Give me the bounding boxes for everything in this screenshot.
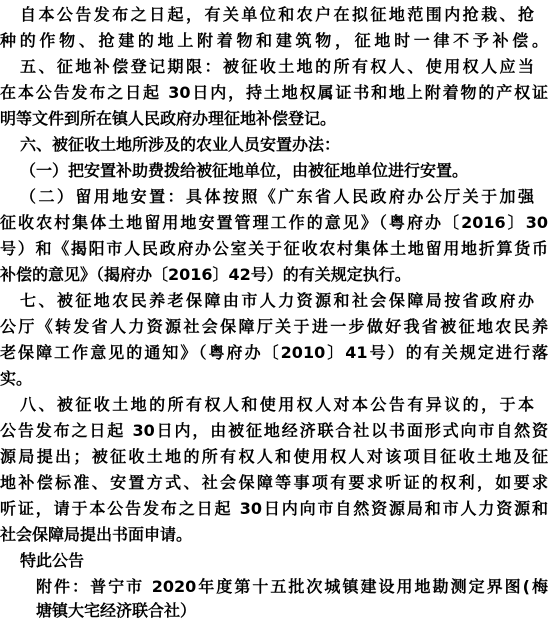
section-six-heading-line: 六、被征收土地所涉及的农业人员安置办法： xyxy=(20,135,341,154)
section-eight-heading-line: 八、被征收土地的所有权人和使用权人对本公告有异议的，于本 xyxy=(20,395,534,414)
paragraph-line: 实。 xyxy=(0,369,33,388)
paragraph-line: 明等文件到所在镇人民政府办理征地补偿登记。 xyxy=(0,109,337,128)
paragraph-line: （一）把安置补助费拨给被征地单位，由被征地单位进行安置。 xyxy=(20,161,469,180)
closing-text: 特此公告 xyxy=(20,551,85,570)
paragraph-line: 补偿的意见》（揭府办〔2016〕42号）的有关规定执行。 xyxy=(0,265,411,284)
paragraph-line: 号）和《揭阳市人民政府办公室关于征收农村集体土地留用地折算货币 xyxy=(0,239,548,258)
paragraph-line: 源局提出；被征收土地的所有权人和使用权人对该项目征收土地及征 xyxy=(0,447,548,466)
paragraph-line: 社会保障局提出书面申请。 xyxy=(0,525,193,544)
paragraph-line: 自本公告发布之日起，有关单位和农户在拟征地范围内抢栽、抢 xyxy=(20,5,534,24)
paragraph-line: 公厅《转发省人力资源社会保障厅关于进一步做好我省被征地农民养 xyxy=(0,317,548,336)
paragraph-line: 征收农村集体土地留用地安置管理工作的意见》（粤府办〔2016〕30 xyxy=(0,213,548,232)
paragraph-line: 老保障工作意见的通知》（粤府办〔2010〕41号）的有关规定进行落 xyxy=(0,343,548,362)
paragraph-line: （二）留用地安置：具体按照《广东省人民政府办公厅关于加强 xyxy=(20,187,534,206)
paragraph-line: 地补偿标准、安置方式、社会保障等事项有要求听证的权利，如要求 xyxy=(0,473,548,492)
paragraph-line: 听证，请于本公告发布之日起 30日内向市自然资源局和市人力资源和 xyxy=(0,499,548,518)
attachment-line: 附件：普宁市 2020年度第十五批次城镇建设用地勘测定界图(梅 xyxy=(36,577,548,596)
paragraph-line: 公告发布之日起 30日内，由被征地经济联合社以书面形式向市自然资 xyxy=(0,421,548,440)
attachment-line: 塘镇大宅经济联合社） xyxy=(36,601,197,620)
section-seven-heading-line: 七、被征地农民养老保障由市人力资源和社会保障局按省政府办 xyxy=(20,291,534,310)
paragraph-line: 种的作物、抢建的地上附着物和建筑物，征地时一律不予补偿。 xyxy=(0,31,548,50)
section-five-heading-line: 五、征地补偿登记期限：被征收土地的所有权人、使用权人应当 xyxy=(20,57,534,76)
paragraph-line: 在本公告发布之日起 30日内，持土地权属证书和地上附着物的产权证 xyxy=(0,83,548,102)
